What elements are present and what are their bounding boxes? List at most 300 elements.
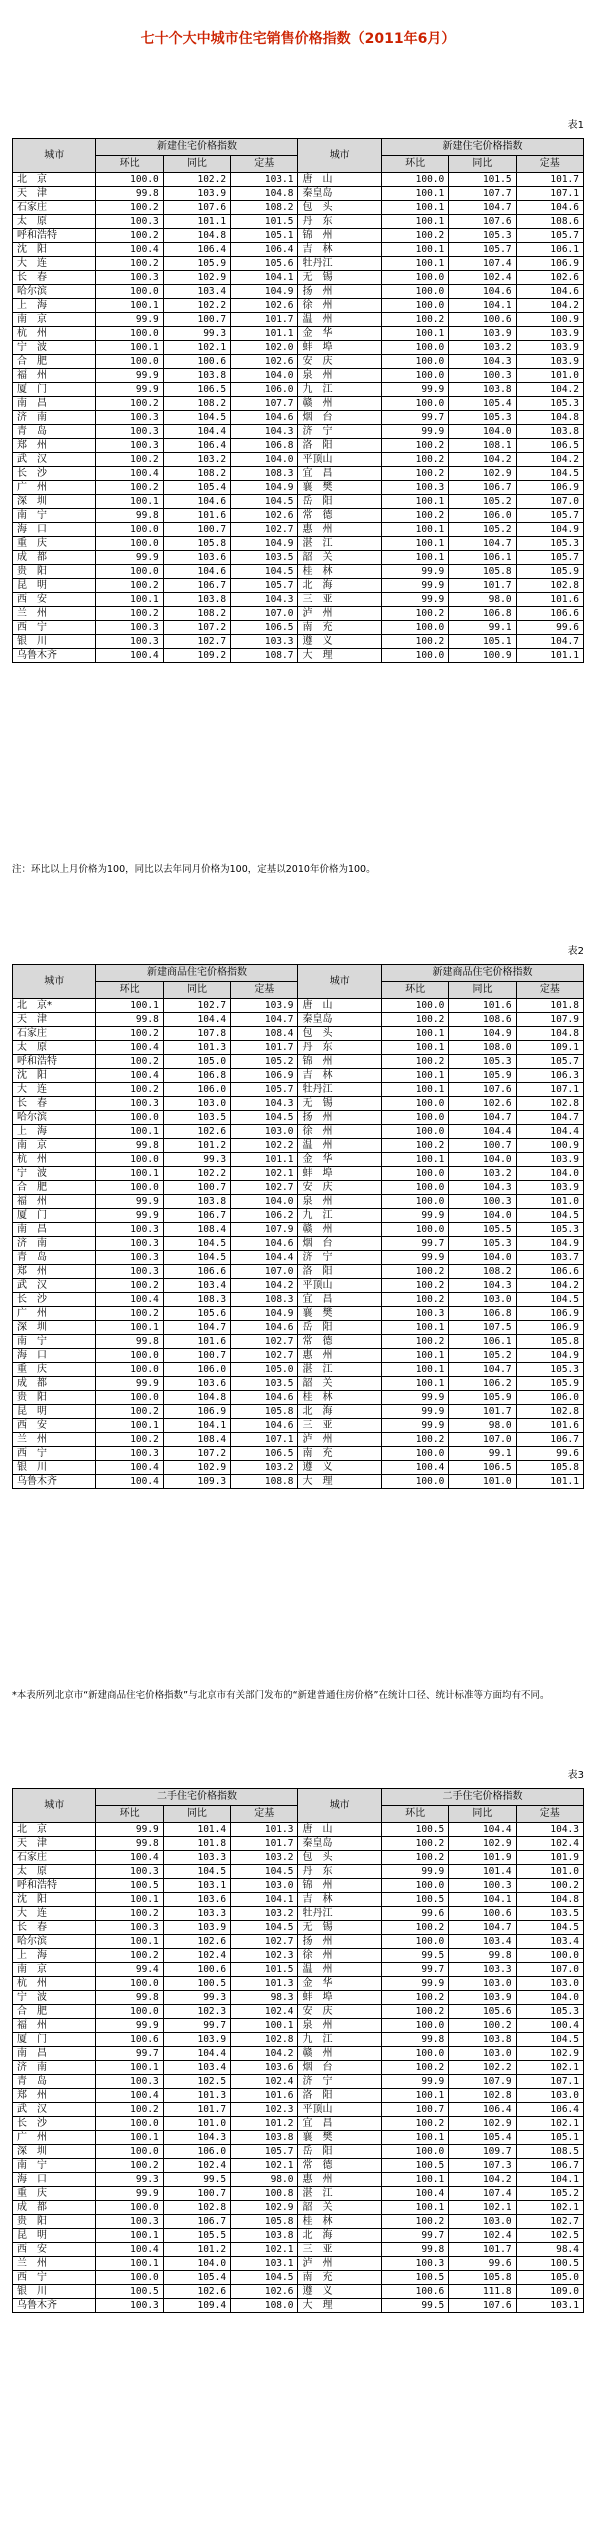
city-name-cell: 郑 州: [13, 439, 96, 453]
index-value-cell: 100.1: [96, 1125, 163, 1139]
index-value-cell: 100.0: [381, 1879, 448, 1893]
index-value-cell: 104.9: [449, 1027, 516, 1041]
index-value-cell: 99.9: [96, 2019, 163, 2033]
index-value-cell: 102.7: [163, 635, 230, 649]
table-row: [13, 1963, 584, 1977]
city-name-cell: 桂 林: [298, 1391, 381, 1405]
index-value-cell: 100.4: [96, 467, 163, 481]
index-value-cell: 99.8: [381, 2033, 448, 2047]
table-row: [13, 411, 584, 425]
city-name-cell: 锦 州: [298, 1055, 381, 1069]
index-value-cell: 105.8: [449, 2271, 516, 2285]
index-value-cell: 102.1: [449, 2201, 516, 2215]
table-row: [13, 1013, 584, 1027]
index-value-cell: 107.3: [449, 2159, 516, 2173]
index-value-cell: 104.3: [449, 355, 516, 369]
index-value-cell: 104.2: [449, 453, 516, 467]
index-value-cell: 108.2: [163, 397, 230, 411]
index-value-cell: 101.1: [231, 327, 298, 341]
table-row: [13, 2159, 584, 2173]
index-value-cell: 106.2: [449, 1377, 516, 1391]
index-value-cell: 103.5: [231, 1377, 298, 1391]
index-value-cell: 103.2: [449, 1167, 516, 1181]
city-column-header: 城市: [13, 139, 96, 173]
table-row: [13, 2047, 584, 2061]
index-value-cell: 106.9: [231, 1069, 298, 1083]
city-name-cell: 温 州: [298, 313, 381, 327]
city-name-cell: 贵 阳: [13, 2215, 96, 2229]
index-value-cell: 103.3: [163, 1851, 230, 1865]
table-row: [13, 1167, 584, 1181]
city-name-cell: 泉 州: [298, 1195, 381, 1209]
index-value-cell: 106.9: [163, 1405, 230, 1419]
index-value-cell: 108.8: [231, 1475, 298, 1489]
city-name-cell: 大 连: [13, 257, 96, 271]
table-row: [13, 467, 584, 481]
index-value-cell: 100.1: [381, 1153, 448, 1167]
index-value-cell: 106.0: [231, 383, 298, 397]
index-value-cell: 100.1: [381, 1321, 448, 1335]
city-name-cell: 遵 义: [298, 2285, 381, 2299]
index-value-cell: 107.2: [163, 621, 230, 635]
index-value-cell: 101.5: [231, 215, 298, 229]
index-value-cell: 105.7: [516, 229, 583, 243]
index-value-cell: 100.3: [96, 1223, 163, 1237]
index-value-cell: 100.4: [516, 2019, 583, 2033]
index-value-cell: 99.5: [163, 2173, 230, 2187]
index-value-cell: 104.9: [231, 537, 298, 551]
city-name-cell: 桂 林: [298, 565, 381, 579]
index-value-cell: 104.5: [163, 1865, 230, 1879]
index-value-cell: 104.2: [516, 299, 583, 313]
city-name-cell: 烟 台: [298, 1237, 381, 1251]
index-value-cell: 105.7: [231, 1083, 298, 1097]
index-value-cell: 108.4: [163, 1223, 230, 1237]
city-name-cell: 杭 州: [13, 1977, 96, 1991]
city-name-cell: 蚌 埠: [298, 341, 381, 355]
city-name-cell: 三 亚: [298, 593, 381, 607]
city-name-cell: 哈尔滨: [13, 1935, 96, 1949]
index-value-cell: 99.9: [381, 1419, 448, 1433]
index-value-cell: 104.0: [449, 1209, 516, 1223]
index-value-cell: 100.0: [96, 1363, 163, 1377]
city-name-cell: 平顶山: [298, 453, 381, 467]
index-value-cell: 100.6: [381, 2285, 448, 2299]
index-value-cell: 102.1: [231, 2159, 298, 2173]
city-name-cell: 昆 明: [13, 2229, 96, 2243]
index-value-cell: 105.7: [516, 509, 583, 523]
index-value-cell: 108.3: [231, 467, 298, 481]
index-value-cell: 102.7: [231, 1335, 298, 1349]
city-name-cell: 银 川: [13, 635, 96, 649]
index-value-cell: 102.6: [163, 1125, 230, 1139]
index-value-cell: 103.5: [163, 1111, 230, 1125]
city-name-cell: 成 都: [13, 1377, 96, 1391]
city-name-cell: 深 圳: [13, 2145, 96, 2159]
index-value-cell: 101.5: [231, 1963, 298, 1977]
index-value-cell: 99.4: [96, 1963, 163, 1977]
city-name-cell: 重 庆: [13, 2187, 96, 2201]
index-group-header: 新建商品住宅价格指数: [96, 965, 298, 982]
index-value-cell: 104.3: [516, 1823, 583, 1837]
index-value-cell: 102.5: [163, 2075, 230, 2089]
index-value-cell: 99.3: [163, 1991, 230, 2005]
table-row: [13, 1907, 584, 1921]
index-value-cell: 101.6: [163, 1335, 230, 1349]
index-value-cell: 102.3: [231, 2103, 298, 2117]
index-value-cell: 102.6: [231, 355, 298, 369]
index-value-cell: 103.2: [449, 341, 516, 355]
index-value-cell: 100.0: [96, 2117, 163, 2131]
index-value-cell: 100.2: [96, 453, 163, 467]
index-value-cell: 103.1: [516, 2299, 583, 2313]
city-name-cell: 泸 州: [298, 1433, 381, 1447]
city-name-cell: 北 海: [298, 579, 381, 593]
index-value-cell: 103.0: [231, 1125, 298, 1139]
table-row: [13, 579, 584, 593]
index-value-cell: 100.2: [381, 439, 448, 453]
index-value-cell: 102.1: [516, 2201, 583, 2215]
table-number-label: 表1: [567, 120, 584, 131]
index-value-cell: 100.5: [381, 2271, 448, 2285]
index-value-cell: 106.0: [516, 1391, 583, 1405]
index-value-cell: 104.0: [231, 1195, 298, 1209]
table-note: *本表所列北京市“新建商品住宅价格指数”与北京市有关部门发布的“新建普通住房价格”在统计口径、统计标准等方面均有不同。: [12, 1690, 550, 1701]
index-value-cell: 100.7: [163, 313, 230, 327]
index-value-cell: 100.4: [96, 649, 163, 663]
index-value-cell: 100.2: [381, 509, 448, 523]
index-value-cell: 100.0: [381, 369, 448, 383]
index-value-cell: 103.8: [516, 425, 583, 439]
city-name-cell: 大 连: [13, 1907, 96, 1921]
sub-column-header: 同比: [163, 156, 230, 173]
index-value-cell: 100.5: [163, 1977, 230, 1991]
city-name-cell: 石家庄: [13, 1851, 96, 1865]
index-value-cell: 100.1: [96, 593, 163, 607]
city-name-cell: 福 州: [13, 1195, 96, 1209]
index-value-cell: 100.2: [96, 229, 163, 243]
index-value-cell: 101.7: [449, 1405, 516, 1419]
index-value-cell: 99.5: [381, 1949, 448, 1963]
index-value-cell: 100.0: [96, 1153, 163, 1167]
city-name-cell: 昆 明: [13, 579, 96, 593]
city-name-cell: 济 南: [13, 1237, 96, 1251]
city-name-cell: 泉 州: [298, 2019, 381, 2033]
index-value-cell: 102.2: [231, 1139, 298, 1153]
city-name-cell: 大 理: [298, 649, 381, 663]
city-name-cell: 烟 台: [298, 2061, 381, 2075]
index-value-cell: 100.5: [96, 2285, 163, 2299]
table-row: [13, 1083, 584, 1097]
city-name-cell: 武 汉: [13, 1279, 96, 1293]
index-value-cell: 100.2: [96, 1055, 163, 1069]
index-value-cell: 105.4: [449, 397, 516, 411]
index-value-cell: 100.0: [96, 2271, 163, 2285]
index-group-header: 新建住宅价格指数: [381, 139, 583, 156]
table-row: [13, 1461, 584, 1475]
index-value-cell: 104.4: [516, 1125, 583, 1139]
index-value-cell: 101.0: [516, 1195, 583, 1209]
city-name-cell: 包 头: [298, 201, 381, 215]
index-value-cell: 100.7: [163, 2187, 230, 2201]
index-value-cell: 103.3: [449, 1963, 516, 1977]
index-value-cell: 100.7: [163, 1349, 230, 1363]
table-row: [13, 2089, 584, 2103]
sub-column-header: 定基: [516, 982, 583, 999]
index-value-cell: 107.4: [449, 2187, 516, 2201]
sub-column-header: 同比: [449, 1806, 516, 1823]
table-row: [13, 1111, 584, 1125]
city-name-cell: 无 锡: [298, 1921, 381, 1935]
index-value-cell: 107.0: [449, 1433, 516, 1447]
city-name-cell: 武 汉: [13, 2103, 96, 2117]
index-value-cell: 104.6: [449, 285, 516, 299]
index-value-cell: 100.2: [381, 1851, 448, 1865]
index-value-cell: 100.2: [96, 1083, 163, 1097]
index-value-cell: 104.9: [231, 481, 298, 495]
index-value-cell: 102.2: [449, 2061, 516, 2075]
index-value-cell: 101.1: [163, 215, 230, 229]
table-row: [13, 397, 584, 411]
city-name-cell: 重 庆: [13, 537, 96, 551]
table-row: [13, 2075, 584, 2089]
index-value-cell: 104.3: [231, 593, 298, 607]
index-value-cell: 109.3: [163, 1475, 230, 1489]
city-name-cell: 广 州: [13, 2131, 96, 2145]
index-value-cell: 104.0: [163, 2257, 230, 2271]
index-value-cell: 100.3: [96, 1265, 163, 1279]
index-value-cell: 100.6: [449, 1907, 516, 1921]
table-row: [13, 1041, 584, 1055]
index-value-cell: 102.4: [231, 2005, 298, 2019]
index-value-cell: 100.2: [381, 467, 448, 481]
table-number-label: 表3: [567, 1770, 584, 1781]
index-value-cell: 103.0: [449, 1977, 516, 1991]
city-name-cell: 长 沙: [13, 1293, 96, 1307]
index-value-cell: 100.0: [96, 2145, 163, 2159]
index-value-cell: 104.8: [516, 411, 583, 425]
index-value-cell: 100.2: [381, 607, 448, 621]
city-name-cell: 常 德: [298, 2159, 381, 2173]
index-value-cell: 103.6: [231, 2061, 298, 2075]
city-name-cell: 丹 东: [298, 215, 381, 229]
city-name-cell: 宁 波: [13, 341, 96, 355]
city-name-cell: 南 宁: [13, 2159, 96, 2173]
city-name-cell: 海 口: [13, 1349, 96, 1363]
city-name-cell: 青 岛: [13, 1251, 96, 1265]
index-value-cell: 105.3: [449, 1055, 516, 1069]
index-value-cell: 106.8: [449, 1307, 516, 1321]
city-name-cell: 合 肥: [13, 2005, 96, 2019]
city-name-cell: 西 宁: [13, 2271, 96, 2285]
table-row: [13, 313, 584, 327]
city-name-cell: 宜 昌: [298, 467, 381, 481]
sub-column-header: 环比: [96, 1806, 163, 1823]
city-name-cell: 安 庆: [298, 355, 381, 369]
index-value-cell: 104.5: [231, 1111, 298, 1125]
index-value-cell: 102.4: [231, 2075, 298, 2089]
index-value-cell: 100.0: [381, 341, 448, 355]
city-name-cell: 厦 门: [13, 383, 96, 397]
table-row: [13, 607, 584, 621]
table-row: [13, 649, 584, 663]
index-value-cell: 105.3: [516, 397, 583, 411]
index-value-cell: 105.0: [163, 1055, 230, 1069]
index-value-cell: 99.8: [381, 2243, 448, 2257]
index-value-cell: 100.0: [381, 271, 448, 285]
index-value-cell: 105.6: [449, 2005, 516, 2019]
index-value-cell: 103.0: [516, 2089, 583, 2103]
index-value-cell: 100.2: [381, 1991, 448, 2005]
city-name-cell: 北 京*: [13, 999, 96, 1013]
index-value-cell: 100.1: [381, 537, 448, 551]
index-value-cell: 103.4: [449, 1935, 516, 1949]
index-value-cell: 99.8: [96, 1013, 163, 1027]
index-value-cell: 105.5: [163, 2229, 230, 2243]
sub-column-header: 定基: [231, 1806, 298, 1823]
index-value-cell: 104.7: [449, 1363, 516, 1377]
page-title: 七十个大中城市住宅销售价格指数（2011年6月）: [140, 31, 456, 47]
index-value-cell: 102.0: [231, 341, 298, 355]
index-value-cell: 100.3: [96, 215, 163, 229]
city-name-cell: 兰 州: [13, 2257, 96, 2271]
table-row: [13, 1223, 584, 1237]
price-index-table: [12, 964, 584, 1489]
index-value-cell: 103.5: [231, 551, 298, 565]
index-value-cell: 104.8: [516, 1893, 583, 1907]
index-value-cell: 106.5: [449, 1461, 516, 1475]
city-name-cell: 沈 阳: [13, 1069, 96, 1083]
index-value-cell: 101.0: [163, 2117, 230, 2131]
index-value-cell: 100.1: [381, 201, 448, 215]
table-row: [13, 1265, 584, 1279]
table-row: [13, 257, 584, 271]
city-name-cell: 天 津: [13, 187, 96, 201]
city-name-cell: 宜 昌: [298, 2117, 381, 2131]
sub-column-header: 定基: [231, 982, 298, 999]
index-value-cell: 103.9: [163, 187, 230, 201]
index-value-cell: 106.6: [516, 607, 583, 621]
index-value-cell: 100.2: [381, 1837, 448, 1851]
table-row: [13, 1391, 584, 1405]
city-name-cell: 唐 山: [298, 173, 381, 187]
city-name-cell: 秦皇岛: [298, 1013, 381, 1027]
city-name-cell: 北 京: [13, 1823, 96, 1837]
index-value-cell: 101.7: [163, 2103, 230, 2117]
index-value-cell: 100.2: [96, 257, 163, 271]
index-value-cell: 104.8: [163, 229, 230, 243]
index-value-cell: 99.6: [516, 1447, 583, 1461]
index-value-cell: 99.9: [381, 565, 448, 579]
index-value-cell: 100.1: [381, 1083, 448, 1097]
city-name-cell: 长 沙: [13, 2117, 96, 2131]
sub-column-header: 定基: [516, 156, 583, 173]
index-value-cell: 100.3: [381, 2257, 448, 2271]
index-value-cell: 105.1: [516, 2131, 583, 2145]
index-value-cell: 103.2: [231, 1851, 298, 1865]
index-value-cell: 100.3: [96, 2215, 163, 2229]
city-name-cell: 吉 林: [298, 1069, 381, 1083]
index-value-cell: 104.6: [231, 1321, 298, 1335]
city-name-cell: 济 南: [13, 2061, 96, 2075]
index-value-cell: 100.0: [516, 1949, 583, 1963]
index-value-cell: 100.0: [381, 355, 448, 369]
city-column-header: 城市: [298, 965, 381, 999]
city-name-cell: 乌鲁木齐: [13, 2299, 96, 2313]
index-value-cell: 105.1: [449, 635, 516, 649]
index-value-cell: 104.4: [449, 1125, 516, 1139]
index-value-cell: 102.8: [516, 1405, 583, 1419]
table-row: [13, 1069, 584, 1083]
index-value-cell: 105.8: [231, 1405, 298, 1419]
index-value-cell: 106.7: [163, 579, 230, 593]
index-value-cell: 101.3: [231, 1823, 298, 1837]
table-row: [13, 327, 584, 341]
city-name-cell: 三 亚: [298, 1419, 381, 1433]
index-value-cell: 100.5: [516, 2257, 583, 2271]
index-value-cell: 100.1: [381, 495, 448, 509]
sub-column-header: 环比: [381, 156, 448, 173]
index-value-cell: 105.8: [231, 2215, 298, 2229]
city-name-cell: 丹 东: [298, 1041, 381, 1055]
index-value-cell: 103.2: [231, 1461, 298, 1475]
index-value-cell: 100.1: [381, 1041, 448, 1055]
table-row: [13, 2285, 584, 2299]
table-row: [13, 565, 584, 579]
index-value-cell: 102.4: [449, 2229, 516, 2243]
index-value-cell: 104.7: [163, 1321, 230, 1335]
city-name-cell: 安 庆: [298, 2005, 381, 2019]
index-value-cell: 103.2: [231, 1907, 298, 1921]
index-value-cell: 101.6: [516, 1419, 583, 1433]
index-value-cell: 107.9: [516, 1013, 583, 1027]
city-name-cell: 牡丹江: [298, 1907, 381, 1921]
city-column-header: 城市: [13, 1789, 96, 1823]
city-name-cell: 南 京: [13, 313, 96, 327]
city-name-cell: 乌鲁木齐: [13, 649, 96, 663]
index-value-cell: 104.0: [449, 1251, 516, 1265]
city-name-cell: 哈尔滨: [13, 285, 96, 299]
index-value-cell: 101.6: [449, 999, 516, 1013]
index-value-cell: 103.0: [231, 1879, 298, 1893]
city-name-cell: 赣 州: [298, 397, 381, 411]
index-value-cell: 100.3: [96, 1921, 163, 1935]
index-value-cell: 108.2: [163, 607, 230, 621]
city-name-cell: 丹 东: [298, 1865, 381, 1879]
index-value-cell: 104.6: [163, 565, 230, 579]
sub-column-header: 环比: [381, 1806, 448, 1823]
index-value-cell: 100.3: [381, 481, 448, 495]
index-value-cell: 100.3: [96, 439, 163, 453]
table-note: 注：环比以上月价格为100，同比以去年同月价格为100，定基以2010年价格为100。: [12, 864, 376, 875]
city-name-cell: 吉 林: [298, 243, 381, 257]
index-value-cell: 104.7: [449, 1111, 516, 1125]
index-value-cell: 100.2: [516, 1879, 583, 1893]
index-value-cell: 100.4: [96, 2243, 163, 2257]
index-value-cell: 107.2: [163, 1447, 230, 1461]
city-name-cell: 秦皇岛: [298, 1837, 381, 1851]
index-value-cell: 100.5: [96, 1879, 163, 1893]
index-value-cell: 109.4: [163, 2299, 230, 2313]
index-value-cell: 99.8: [96, 509, 163, 523]
index-value-cell: 100.1: [96, 1419, 163, 1433]
index-value-cell: 108.6: [449, 1013, 516, 1027]
index-value-cell: 100.0: [96, 565, 163, 579]
index-value-cell: 102.2: [163, 299, 230, 313]
city-name-cell: 呼和浩特: [13, 229, 96, 243]
index-value-cell: 106.4: [163, 439, 230, 453]
index-value-cell: 104.1: [231, 1893, 298, 1907]
